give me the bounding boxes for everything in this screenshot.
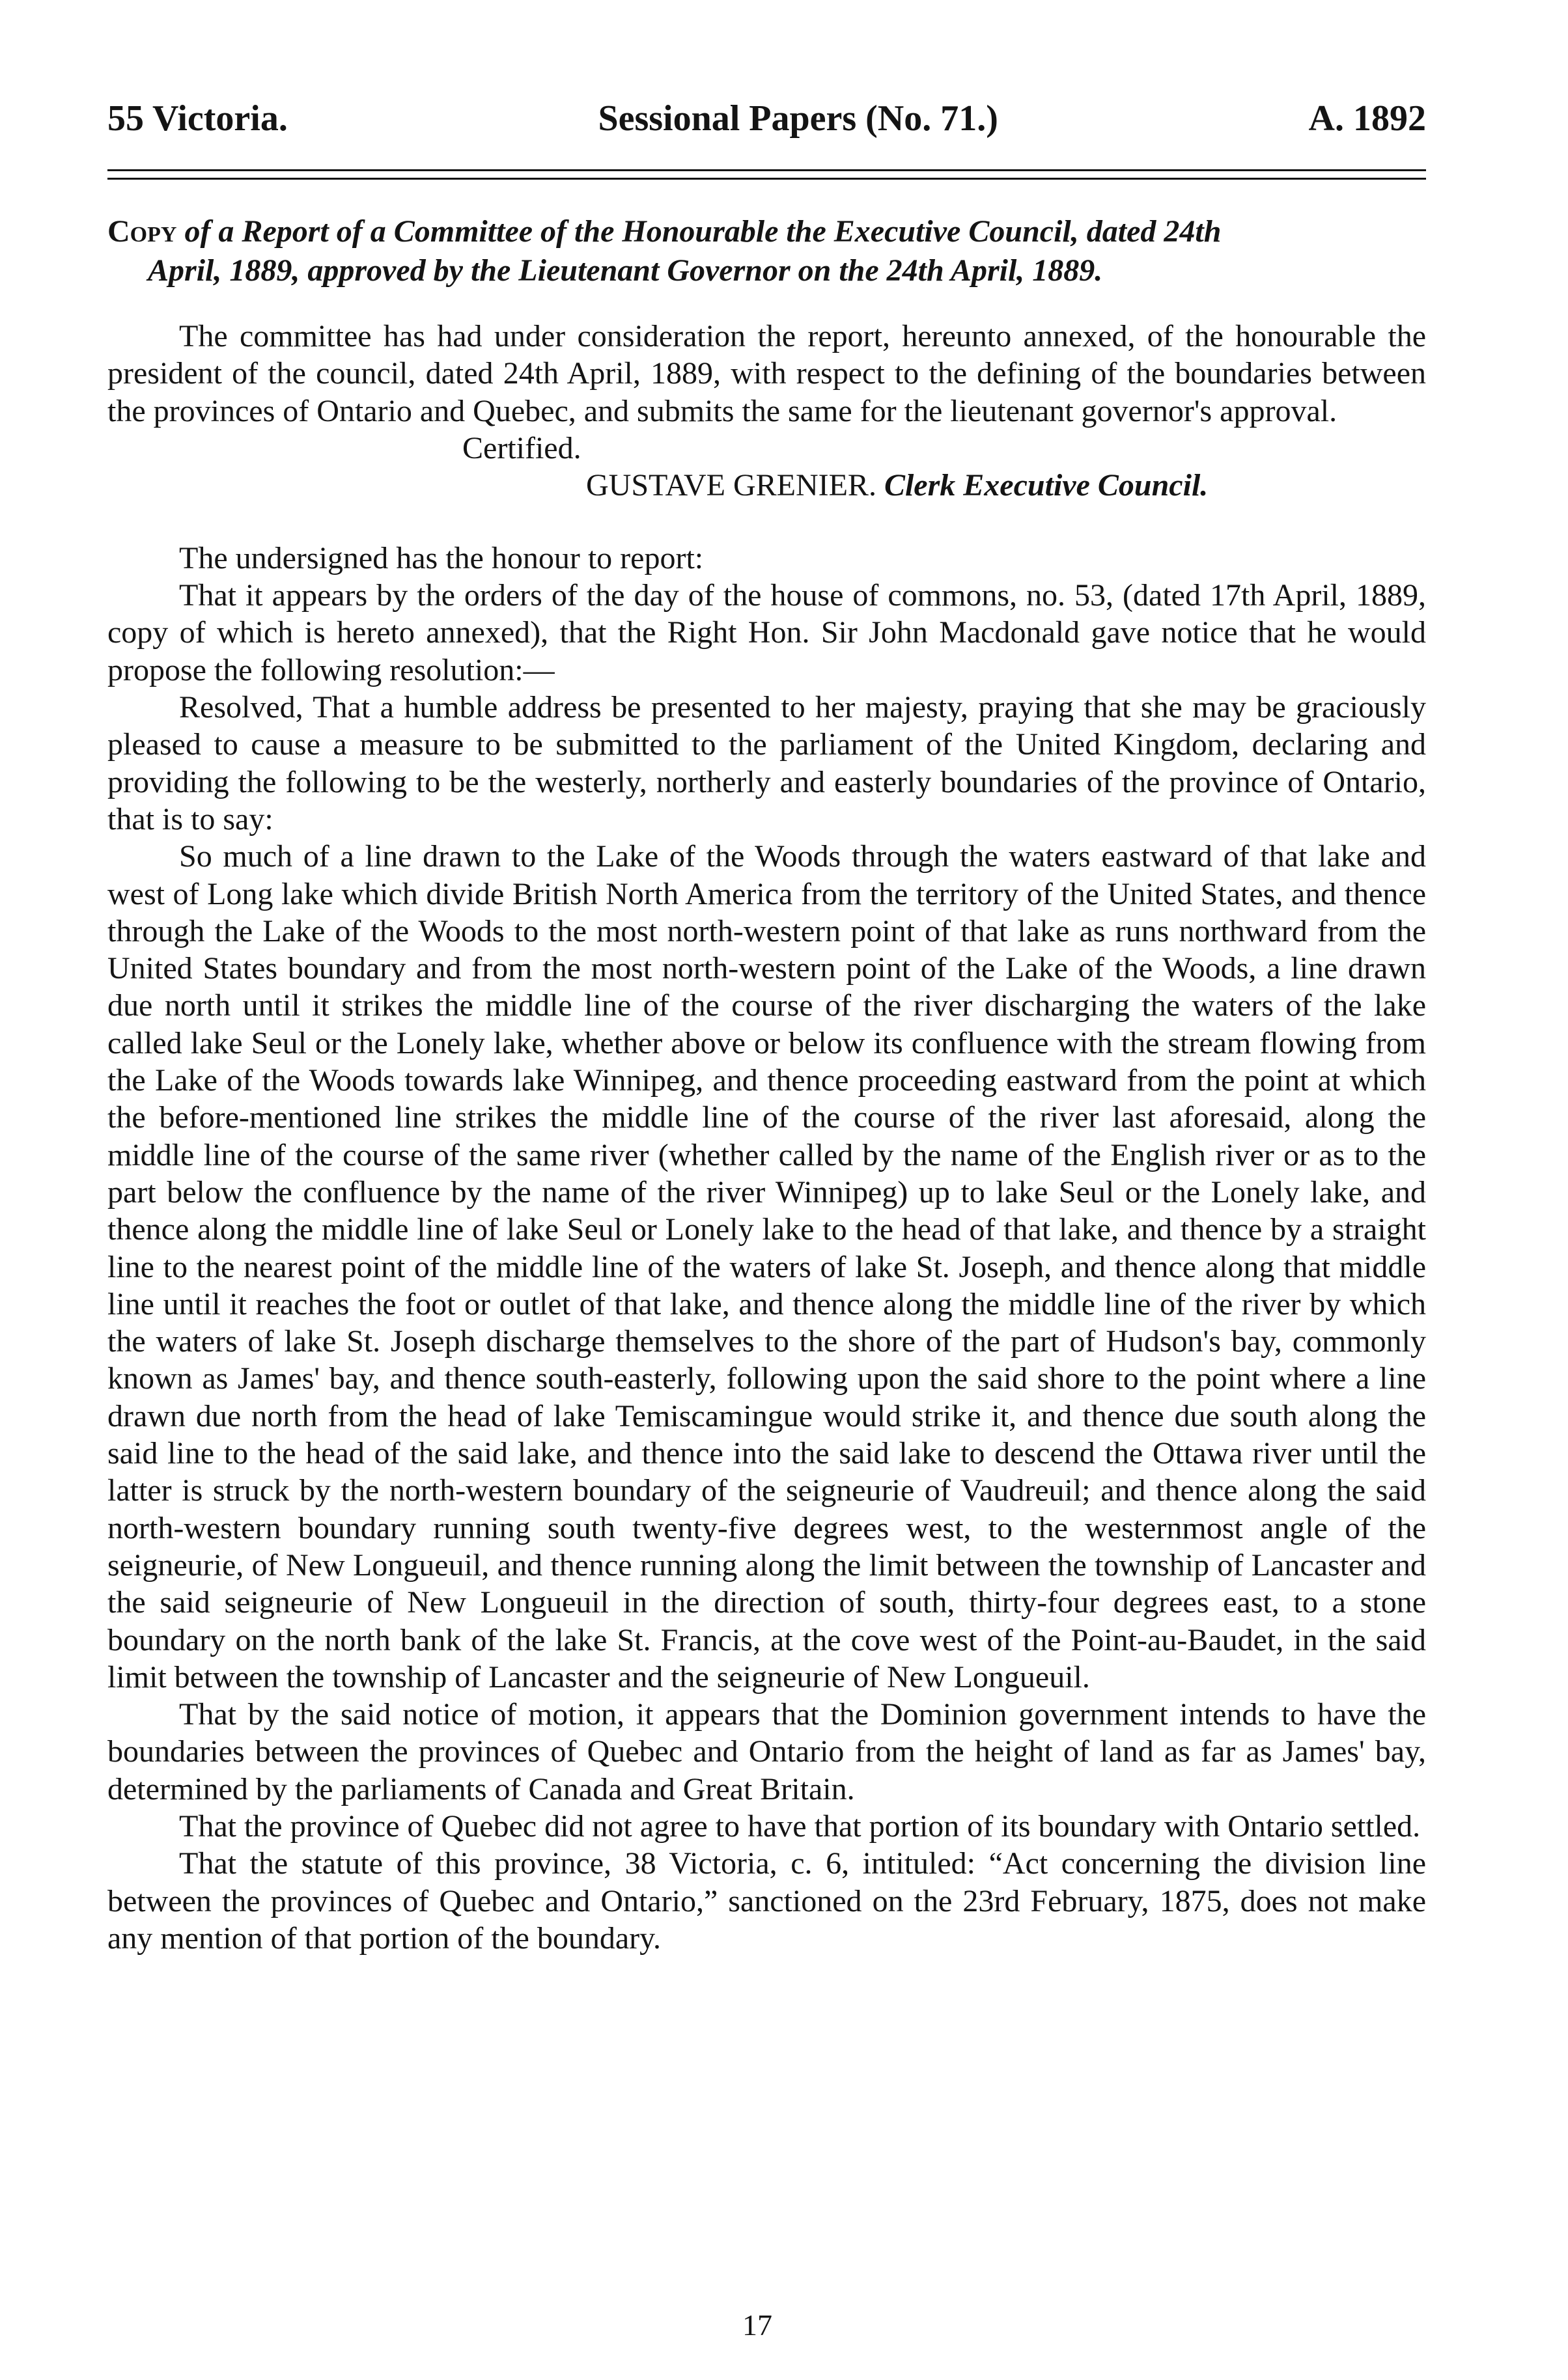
running-header bbox=[107, 98, 1426, 150]
signature-name: GUSTAVE GRENIER. bbox=[586, 467, 876, 503]
header-rule-bottom bbox=[107, 178, 1426, 180]
report-intro: The undersigned has the honour to report: bbox=[179, 540, 704, 575]
signature-line bbox=[107, 467, 1426, 504]
title-line-2: April, 1889, approved by the Lieutenant Governor on the 24th April, 1889. bbox=[148, 253, 1103, 288]
header-right: A. 1892 bbox=[1308, 98, 1426, 139]
header-left: 55 Victoria. bbox=[107, 98, 288, 139]
intro-paragraph: The committee has had under consideration the report, hereunto annexed, of the honourable the president of the council, dated 24th April, 1889, with respect to the defining of the boundaries between the provinces of Ontario and Quebec, and submits the same for the lieutenant governor's approval. bbox=[107, 319, 1426, 428]
title-copy-word: Copy bbox=[107, 214, 177, 249]
title-line-1: of a Report of a Committee of the Honourable the Executive Council, dated 24th bbox=[176, 214, 1222, 249]
signature-title: Clerk Executive Council. bbox=[884, 467, 1209, 503]
header-rule-top bbox=[107, 169, 1426, 171]
page-number: 17 bbox=[742, 2308, 772, 2342]
paragraph-notice-of-motion: That by the said notice of motion, it appears that the Dominion government intends to have the boundaries between the provinces of Quebec and Ontario from the height of land as far as James' bay, determined by the parliaments of Canada and Great Britain. bbox=[107, 1697, 1426, 1806]
paragraph-boundary-description: So much of a line drawn to the Lake of the Woods through the waters eastward of that lake and west of Long lake which divide British North America from the territory of the United States, and thence through the Lake of the Woods to the most north-western point of that lake as runs northward from the United States boundary and from the most north-western point of the Lake of the Woods, a line drawn due north until it strikes the middle line of the course of the river discharging the waters of the lake called lake Seul or the Lonely lake, whether above or below its confluence with the stream flowing from the Lake of the Woods towards lake Winnipeg, and thence proceeding eastward from the point at which the before-mentioned line strikes the middle line of the course of the river last aforesaid, along the middle line of the course of the same river (whether called by the name of the English river or as to the part below the confluence by the name of the river Winnipeg) up to lake Seul or the Lonely lake, and thence along the middle line of lake Seul or Lonely lake to the head of that lake, and thence by a straight line to the nearest point of the middle line of the waters of lake St. Joseph, and thence along that middle line until it reaches the foot or outlet of that lake, and thence along the middle line of the river by which the waters of lake St. Joseph discharge themselves to the shore of the part of Hudson's bay, commonly known as James' bay, and thence south-easterly, following upon the said shore to the point where a line drawn due north from the head of lake Temiscamingue would strike it, and thence due south along the said line to the head of the said lake, and thence into the said lake to descend the Ottawa river until the latter is struck by the north-western boundary of the seigneurie of Vaudreuil; and thence along the said north-western boundary running south twenty-five degrees west, to the westernmost angle of the seigneurie, of New Longueuil, and thence running along the limit between the township of Lancaster and the said seigneurie of New Longueuil in the direction of south, thirty-four degrees east, to a stone boundary on the north bank of the lake St. Francis, at the cove west of the Point-au-Baudet, in the said limit between the township of Lancaster and the seigneurie of New Longueuil. bbox=[107, 839, 1426, 1695]
document-title bbox=[107, 212, 1426, 290]
header-center: Sessional Papers (No. 71.) bbox=[598, 98, 998, 139]
paragraph-resolved: Resolved, That a humble address be presented to her majesty, praying that she may be graciously pleased to cause a measure to be submitted to the parliament of the United Kingdom, declaring and providing the following to be the westerly, northerly and easterly boundaries of the province of Ontario, that is to say: bbox=[107, 690, 1426, 837]
header-rules bbox=[107, 169, 1426, 180]
certified-line: Certified. bbox=[462, 430, 581, 465]
paragraph-orders: That it appears by the orders of the day of the house of commons, no. 53, (dated 17th April, 1889, copy of which is hereto annexed), that the Right Hon. Sir John Macdonald gave notice that he would propose the following resolution:— bbox=[107, 578, 1426, 687]
document-page bbox=[107, 98, 1426, 1957]
paragraph-quebec-disagreement: That the province of Quebec did not agree to have that portion of its boundary with Ontario settled. bbox=[179, 1808, 1421, 1844]
paragraph-statute: That the statute of this province, 38 Victoria, c. 6, intituled: “Act concerning the division line between the provinces of Quebec and Ontario,” sanctioned on the 23rd February, 1875, does not make any mention of that portion of the boundary. bbox=[107, 1846, 1426, 1956]
